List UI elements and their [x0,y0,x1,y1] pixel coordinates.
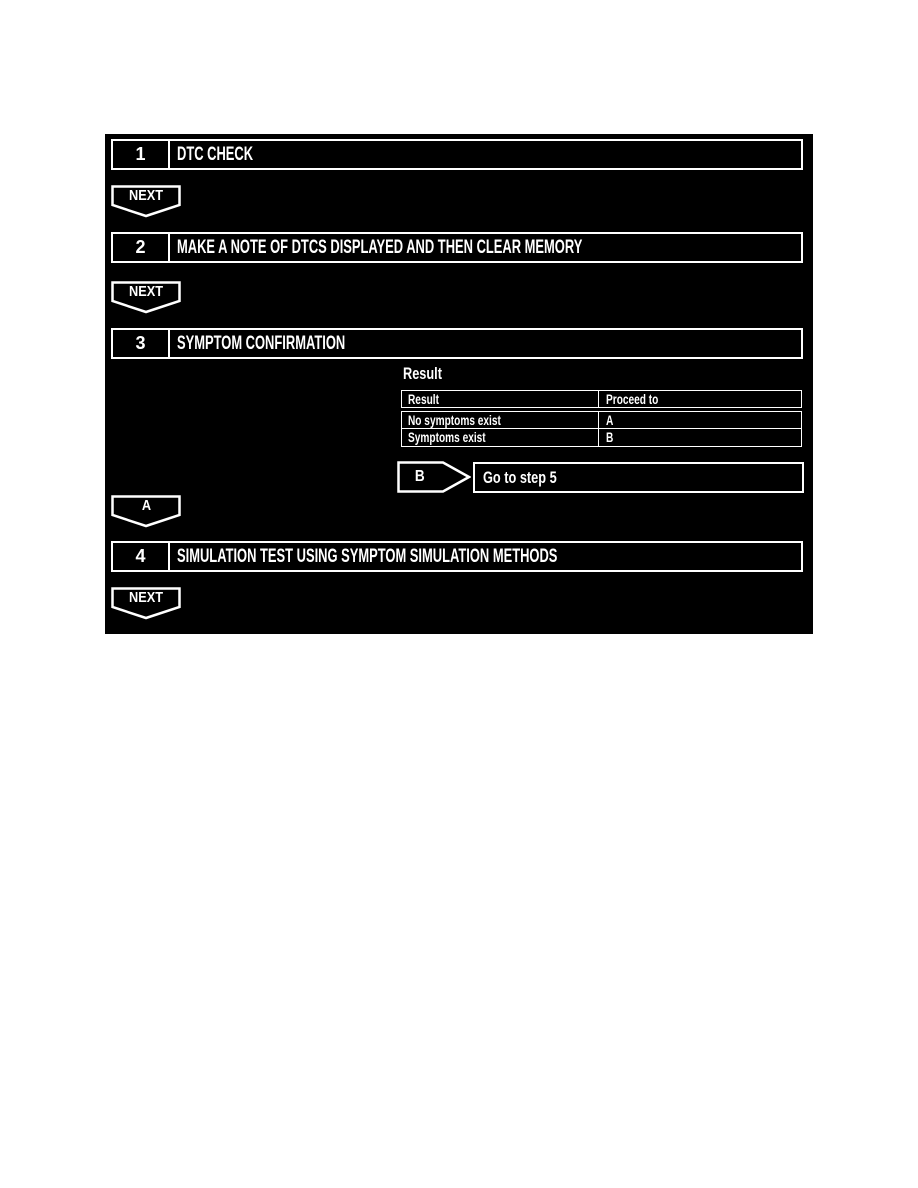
step-title: DTC CHECK [177,143,254,165]
next-connector [111,587,181,620]
result-table-header-row [401,390,802,408]
step-title: MAKE A NOTE OF DTCS DISPLAYED AND THEN CLEAR MEMORY [177,236,583,258]
connector-label: NEXT [128,283,163,300]
branch-action-text: Go to step 5 [483,467,557,487]
branch-b-connector [397,461,471,493]
step-box-4 [111,541,803,572]
branch-label: B [415,468,425,485]
step-box-3 [111,328,803,359]
connector-label: NEXT [128,589,163,606]
result-table-row [401,411,802,429]
step-title: SYMPTOM CONFIRMATION [177,332,346,354]
proceed-to-column-header: Proceed to [606,391,659,407]
proceed-to-cell: A [606,412,614,428]
step-box-1 [111,139,803,170]
result-cell: Symptoms exist [408,430,486,445]
result-table [401,390,802,447]
next-connector [111,185,181,218]
connector-label: A [141,497,151,514]
a-connector [111,495,181,528]
next-connector [111,281,181,314]
result-section-title: Result [403,364,442,383]
step-box-2 [111,232,803,263]
result-cell: No symptoms exist [408,412,501,428]
step-title: SIMULATION TEST USING SYMPTOM SIMULATION METHODS [177,545,558,567]
step-number: 1 [113,141,170,168]
result-column-header: Result [408,391,439,407]
result-table-row [401,429,802,447]
step-number: 3 [113,330,170,357]
step-number: 2 [113,234,170,261]
flowchart-panel [105,134,813,634]
connector-label: NEXT [128,187,163,204]
proceed-to-cell: B [606,430,614,445]
step-number: 4 [113,543,170,570]
branch-action-box [473,462,804,493]
